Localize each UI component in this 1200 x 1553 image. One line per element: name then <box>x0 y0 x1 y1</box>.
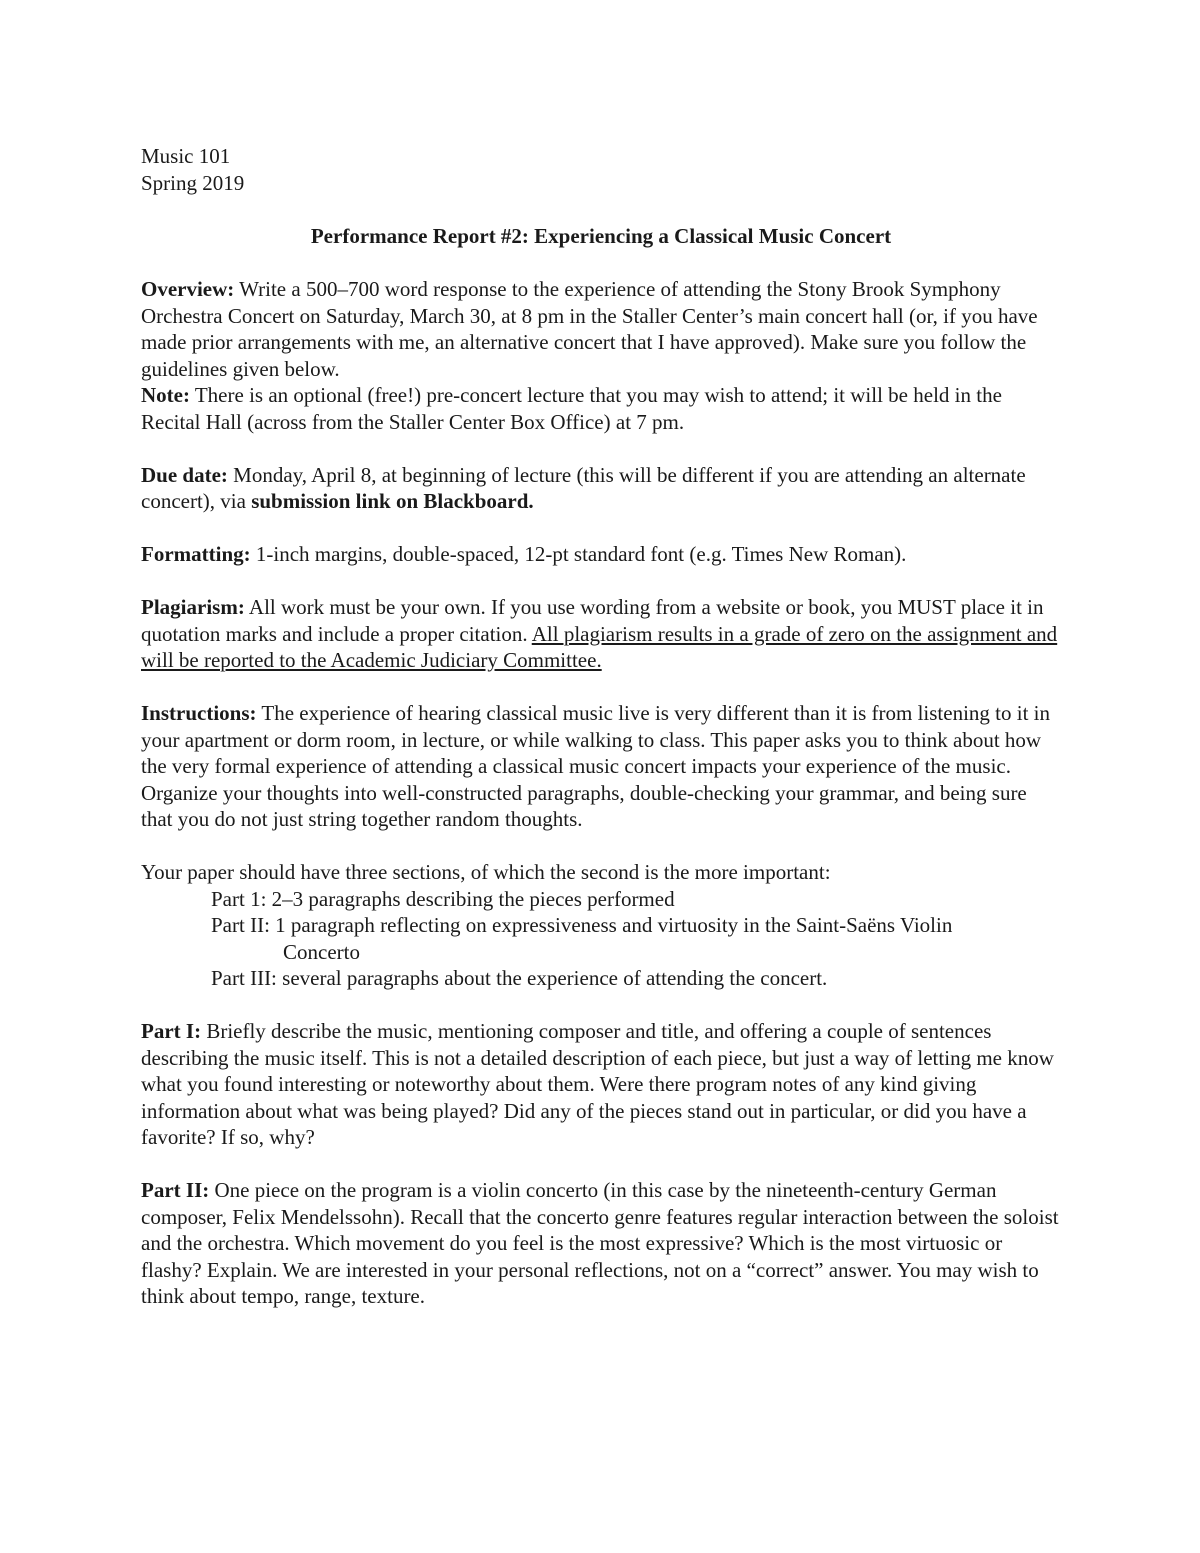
instructions-text: The experience of hearing classical music live is very different than it is from listening to it in your apartment or dorm room, in lecture, or while walking to class. This paper asks you to think about how the very formal experience of attending a classical music concert impacts your experience of the music. Organize your thoughts into well-constructed paragraphs, double-checking your grammar, and being sure that you do not just string together random thoughts. <box>141 701 1051 831</box>
overview-text: Write a 500–700 word response to the experience of attending the Stony Brook Symphony Orchestra Concert on Saturday, March 30, at 8 pm in the Staller Center’s main concert hall (or, if you have made prior arrangements with me, an alternative concert that I have approved). Make sure you follow the guidelines given below. <box>141 277 1038 381</box>
note-text: There is an optional (free!) pre-concert lecture that you may wish to attend; it will be held in the Recital Hall (across from the Staller Center Box Office) at 7 pm. <box>141 383 1002 434</box>
section-part-2: Part II: 1 paragraph reflecting on expressiveness and virtuosity in the Saint-Saëns Violin <box>211 913 953 937</box>
plagiarism-label: Plagiarism: <box>141 595 245 619</box>
document-title: Performance Report #2: Experiencing a Classical Music Concert <box>310 224 892 248</box>
term: Spring 2019 <box>141 170 245 195</box>
formatting-text: 1-inch margins, double-spaced, 12-pt standard font (e.g. Times New Roman). <box>250 542 907 566</box>
section-part-2-continued: Concerto <box>283 939 360 964</box>
part-i-paragraph <box>141 1018 1061 1151</box>
document-page <box>141 143 1061 1310</box>
note-label: Note: <box>141 383 190 407</box>
section-part-1: Part 1: 2–3 paragraphs describing the pieces performed <box>211 886 675 911</box>
part-ii-paragraph <box>141 1177 1061 1310</box>
instructions-label: Instructions: <box>141 701 257 725</box>
note-paragraph <box>141 382 1061 435</box>
part-ii-text: One piece on the program is a violin concerto (in this case by the nineteenth-century German composer, Felix Mendelssohn). Recall that the concerto genre features regular interaction between the soloist and the orchestra. Which movement do you feel is the most expressive? Which is the most virtuosic or flashy? Explain. We are interested in your personal reflections, not on a “correct” answer. You may wish to think about tempo, range, texture. <box>141 1178 1059 1308</box>
course-name: Music 101 <box>141 144 231 168</box>
overview-paragraph <box>141 276 1061 382</box>
instructions-paragraph <box>141 700 1061 833</box>
part-i-text: Briefly describe the music, mentioning composer and title, and offering a couple of sentences describing the music itself. This is not a detailed description of each piece, but just a way of letting me know what you found interesting or noteworthy about them. Were there program notes of any kind giving information about what was being played? Did any of the pieces stand out in particular, or did you have a favorite? If so, why? <box>141 1019 1054 1149</box>
formatting-paragraph <box>141 541 1061 568</box>
plagiarism-paragraph <box>141 594 1061 674</box>
plagiarism-text: All work must be your own. If you use wording from a website or book, you MUST place it in quotation marks and include a proper citation. <box>141 595 1044 646</box>
part-ii-label: Part II: <box>141 1178 210 1202</box>
due-date-label: Due date: <box>141 462 228 487</box>
overview-label: Overview: <box>141 277 235 301</box>
formatting-label: Formatting: <box>141 542 251 566</box>
due-date-paragraph <box>141 462 1061 515</box>
plagiarism-warning: All plagiarism results in a grade of zero on the assignment and will be reported to the Academic Judiciary Committee. <box>141 621 1058 672</box>
due-date-submission: submission link on Blackboard. <box>251 489 534 513</box>
due-date-text: Monday, April 8, at beginning of lecture (this will be different if you are attending an alternate concert), via <box>141 462 1026 513</box>
section-part-3: Part III: several paragraphs about the experience of attending the concert. <box>211 966 828 990</box>
sections-intro: Your paper should have three sections, of which the second is the more important: <box>141 860 831 884</box>
part-i-label: Part I: <box>141 1019 202 1043</box>
